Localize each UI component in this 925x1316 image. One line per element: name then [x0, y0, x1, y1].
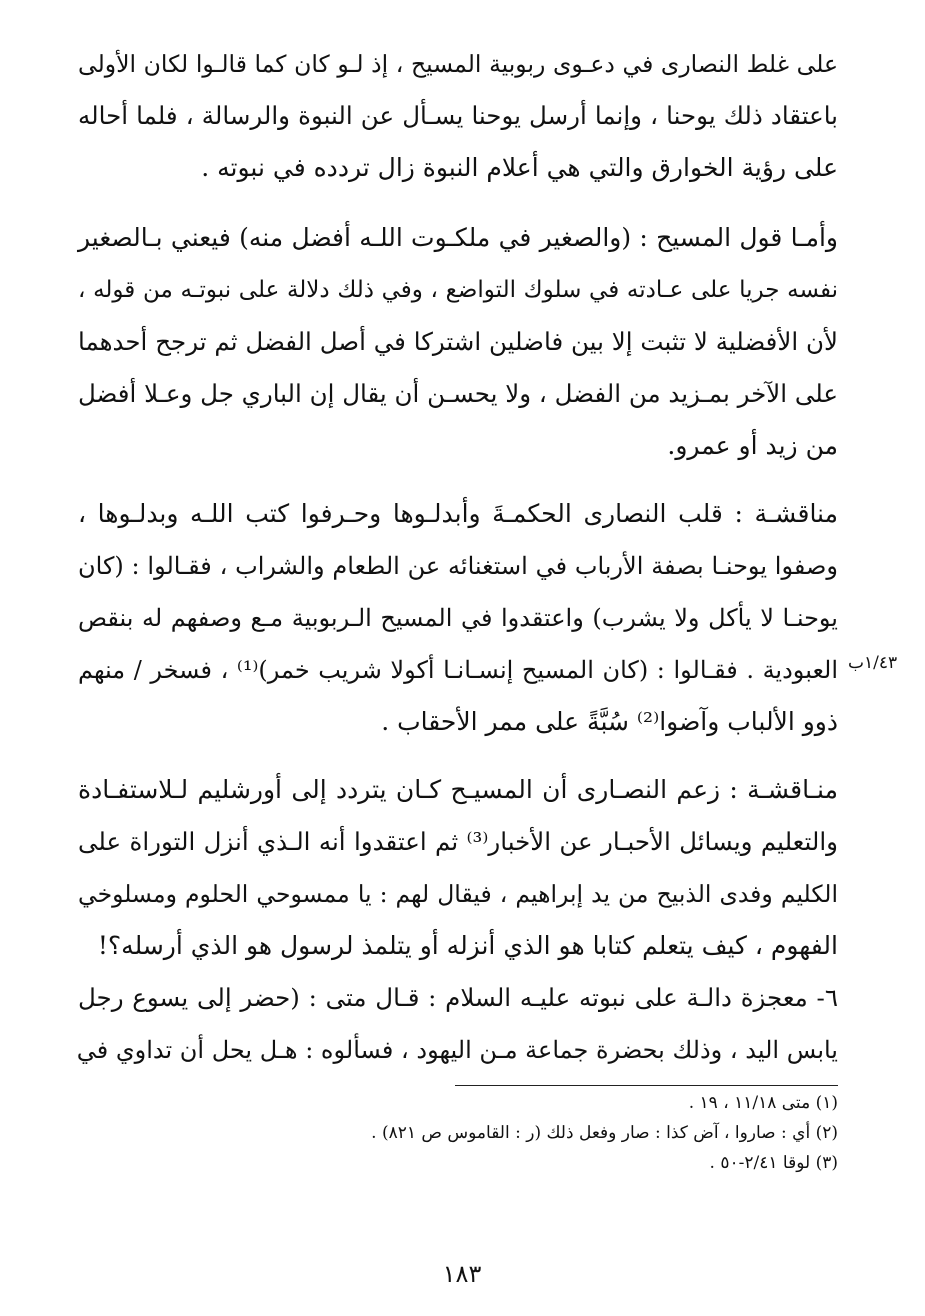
- text-line: الكليم وفدى الذبيح من يد إبراهيم ، فيقال لهم : يا ممسوحي الحلوم ومسلوخي: [78, 880, 838, 908]
- paragraph-5: [78, 972, 838, 1076]
- text-line: الفهوم ، كيف يتعلم كتابا هو الذي أنزله أو يتلمذ لرسول هو الذي أرسله؟!: [97, 931, 838, 960]
- text-line: ٦- معجزة دالـة على نبوته عليـه السلام : قـال متى : (حضر إلى يسوع رجل: [78, 983, 838, 1012]
- text-line: يوحنـا لا يأكل ولا يشرب) واعتقدوا في المسيح الـربوبية مـع وصفهم له بنقص: [78, 604, 838, 632]
- text-line: على الآخر بمـزيد من الفضل ، ولا يحسـن أن يقال إن الباري جل وعـلا أفضل: [78, 379, 838, 408]
- paragraph-2: [78, 212, 838, 472]
- footnote-separator: [455, 1085, 838, 1086]
- text-line: من زيد أو عمرو.: [667, 431, 838, 460]
- text-line: العبودية . فقـالوا : (كان المسيح إنسـانـا أكولا شريب خمر)⁽¹⁾ ، فسخر / منهم: [78, 656, 838, 684]
- text-line: والتعليم ويسائل الأحبـار عن الأخبار⁽³⁾ ثم اعتقدوا أنه الـذي أنزل التوراة على: [78, 827, 838, 856]
- text-line: وأمـا قول المسيح : (والصغير في ملكـوت اللـه أفضل منه) فيعني بـالصغير: [78, 223, 838, 252]
- footnotes: [150, 1088, 838, 1178]
- footnote-1: (١) متى ١١/١٨ ، ١٩ .: [688, 1093, 838, 1113]
- text-line: على رؤية الخوارق والتي هي أعلام النبوة زال تردده في نبوته .: [201, 153, 838, 182]
- footnote-3: (٣) لوقا ٢/٤١-٥٠ .: [709, 1153, 838, 1173]
- text-line: باعتقاد ذلك يوحنا ، وإنما أرسل يوحنا يسـأل عن النبوة والرسالة ، فلما أحاله: [78, 101, 838, 130]
- text-line: مناقشـة : قلب النصارى الحكمـةَ وأبدلـوها وحـرفوا كتب اللـه وبدلـوها ،: [78, 499, 838, 528]
- paragraph-1: [78, 38, 838, 194]
- text-line: على غلط النصارى في دعـوى ربوبية المسيح ، إذ لـو كان كما قالـوا لكان الأولى: [78, 50, 838, 78]
- page-number: ١٨٣: [442, 1260, 482, 1288]
- text-line: لأن الأفضلية لا تثبت إلا بين فاضلين اشتركا في أصل الفضل ثم ترجح أحدهما: [78, 327, 838, 356]
- paragraph-4: [78, 764, 838, 972]
- text-line: نفسه جريا على عـادته في سلوك التواضع ، وفي ذلك دلالة على نبوتـه من قوله ،: [78, 277, 838, 303]
- text-line: يابس اليد ، وذلك بحضرة جماعة مـن اليهود ، فسألوه : هـل يحل أن تداوي في: [76, 1036, 838, 1064]
- paragraph-3: [78, 488, 838, 748]
- margin-folio-note: ١/٤٣ب: [848, 653, 898, 673]
- text-line: ذوو الألباب وآضوا⁽²⁾ سُبَّةً على ممر الأحقاب .: [381, 707, 838, 736]
- footnote-2: (٢) أي : صاروا ، آض كذا : صار وفعل ذلك (ر : القاموس ص ٨٢١) .: [371, 1123, 838, 1143]
- text-line: منـاقشـة : زعم النصـارى أن المسيـح كـان يتردد إلى أورشليم لـلاستفـادة: [78, 775, 838, 804]
- text-line: وصفوا يوحنـا بصفة الأرباب في استغنائه عن الطعام والشراب ، فقـالوا : (كان: [78, 552, 838, 580]
